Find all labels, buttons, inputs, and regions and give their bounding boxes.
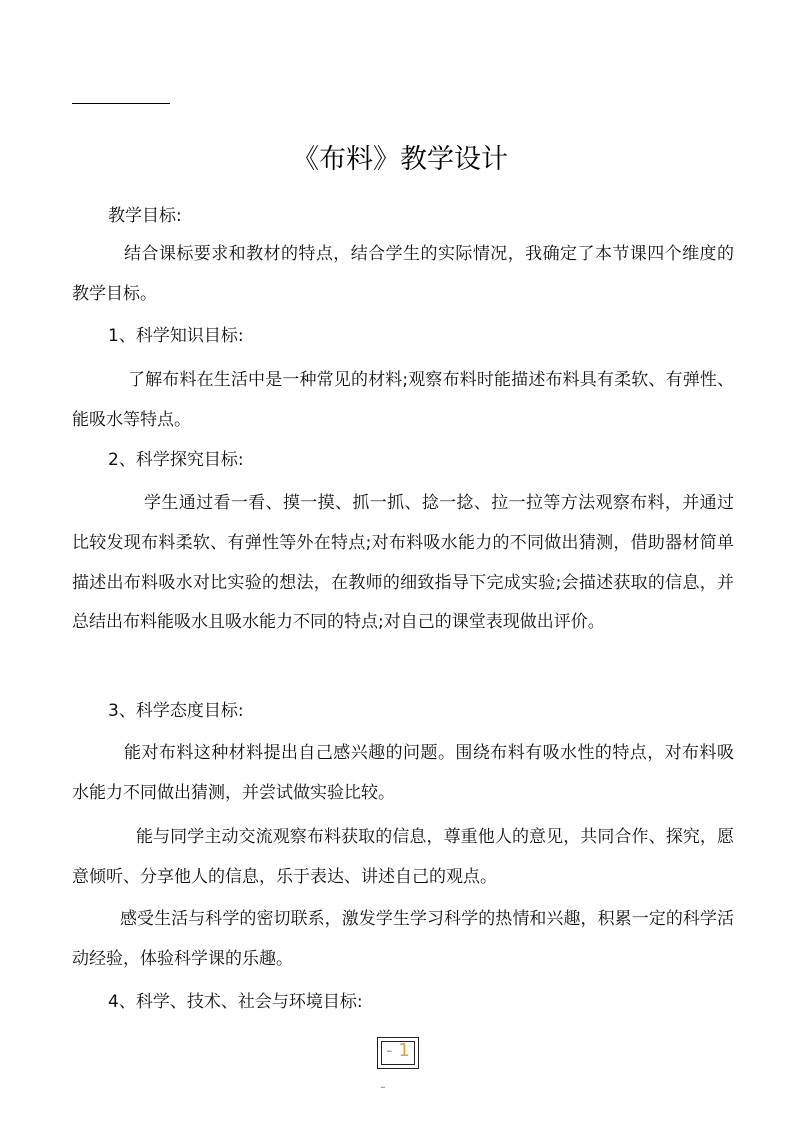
teaching-goals-heading: 教学目标:: [108, 206, 182, 226]
attitude-goal-heading: 3、科学态度目标:: [108, 701, 244, 721]
attitude-paragraph-2: 能与同学主动交流观察布料获取的信息，尊重他人的意见，共同合作、探究，愿意倾听、分享他人的信息，乐于表达、讲述自己的观点。: [72, 827, 734, 887]
header-rule: [72, 103, 170, 104]
inquiry-goal-heading: 2、科学探究目标:: [108, 450, 244, 470]
sts-goal-heading: 4、科学、技术、社会与环境目标:: [108, 992, 363, 1012]
knowledge-goal-paragraph: 了解布料在生活中是一种常见的材料;观察布料时能描述布料具有柔软、有弹性、能吸水等特点。: [72, 370, 734, 430]
attitude-paragraph-1: 能对布料这种材料提出自己感兴趣的问题。围绕布料有吸水性的特点，对布料吸水能力不同做出猜测，并尝试做实验比较。: [72, 743, 734, 803]
page-number-dash: -: [380, 1077, 386, 1096]
document-title: 《布料》教学设计: [292, 144, 508, 175]
intro-paragraph: 结合课标要求和教材的特点，结合学生的实际情况，我确定了本节课四个维度的教学目标。: [72, 244, 734, 304]
page-number: - 1: [386, 1040, 410, 1061]
inquiry-goal-paragraph: 学生通过看一看、摸一摸、抓一抓、捻一捻、拉一拉等方法观察布料，并通过比较发现布料柔软、有弹性等外在特点;对布料吸水能力的不同做出猜测，借助器材简单描述出布料吸水对比实验的想法，在教师的细致指导下完成实验;会描述获取的信息，并总结出布料能吸水且吸水能力不同的特点;对自己的课堂表现做出评价。: [72, 493, 734, 633]
knowledge-goal-heading: 1、科学知识目标:: [108, 326, 244, 346]
attitude-paragraph-3: 感受生活与科学的密切联系，激发学生学习科学的热情和兴趣，积累一定的科学活动经验，体验科学课的乐趣。: [72, 909, 734, 969]
page-number-box: [377, 1037, 419, 1069]
